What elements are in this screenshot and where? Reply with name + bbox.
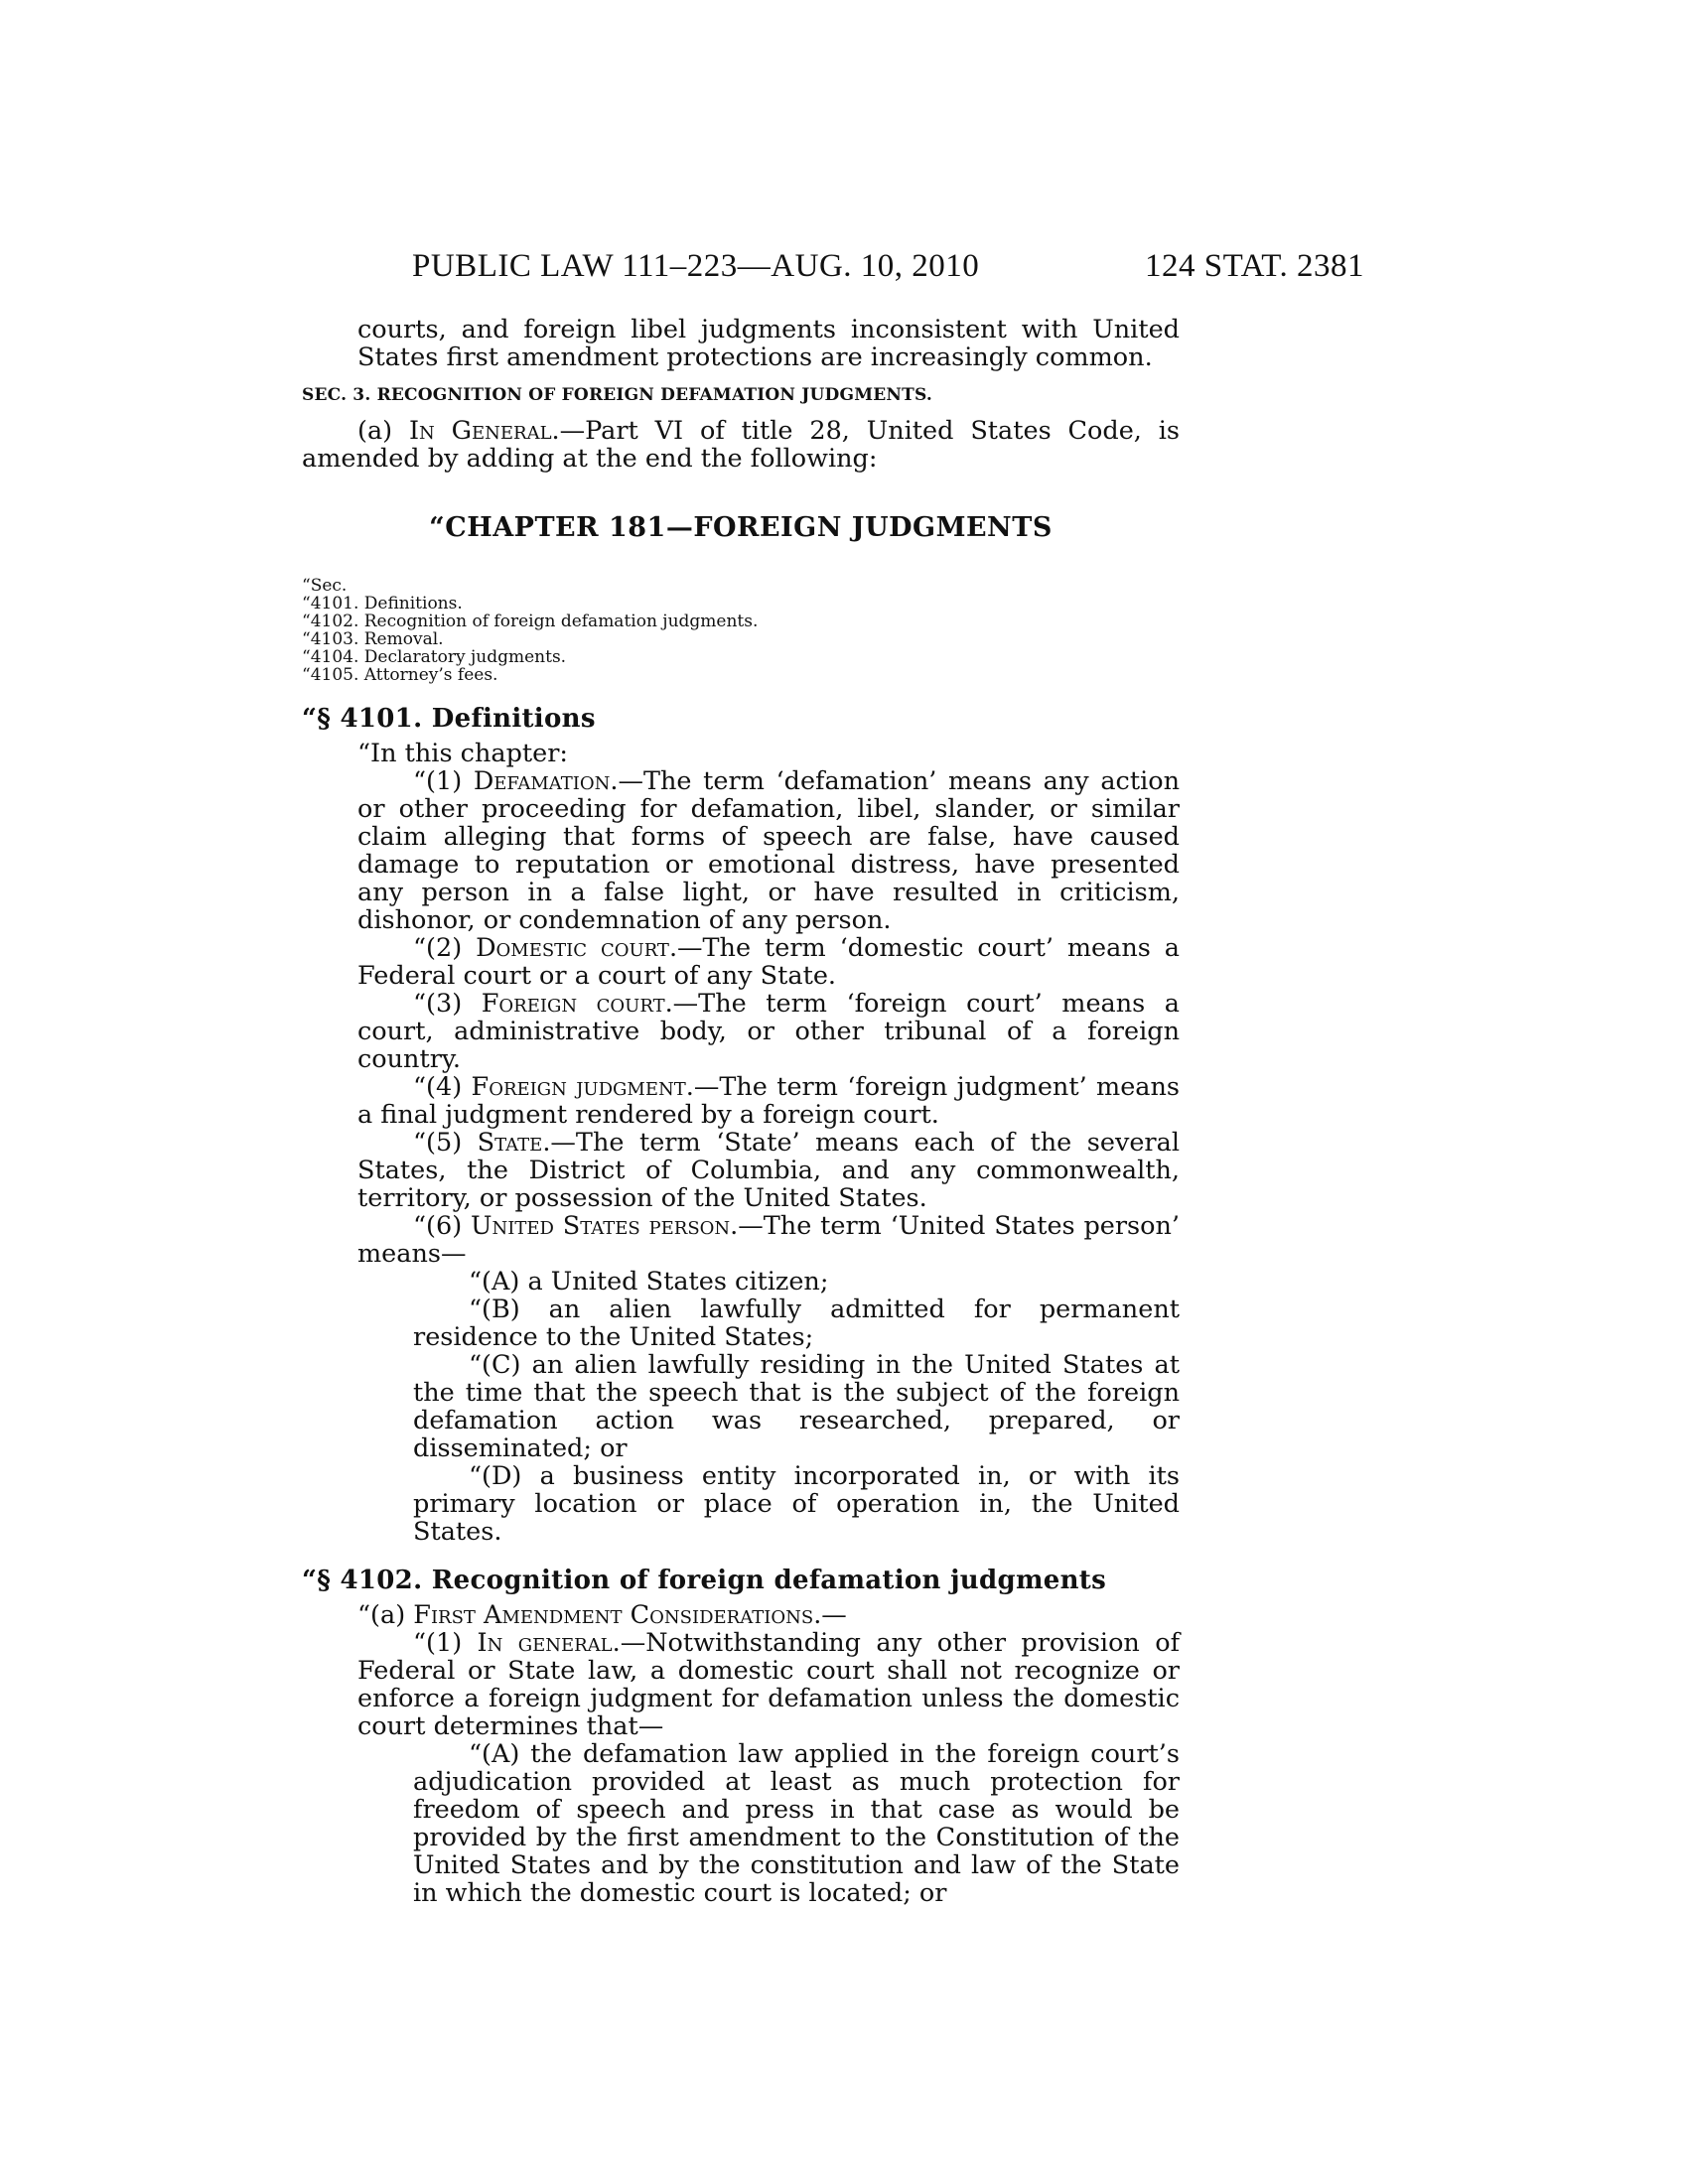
- definition-label: United States person: [470, 1211, 731, 1241]
- section-4102a1-paragraph: “(1) In general.—Notwithstanding any other provision of Federal or State law, a domestic court shall not recognize or enforce a foreign judgment for defamation unless the domestic court determines that—: [357, 1628, 1181, 1741]
- definition-label: State: [477, 1128, 543, 1158]
- definition-label: Domestic court: [476, 933, 669, 963]
- toc-item: “4102. Recognition of foreign defamation judgments.: [302, 612, 759, 631]
- definition-foreign-judgment: “(4) Foreign judgment.—The term ‘foreign judgment’ means a final judgment rendered by a foreign court.: [357, 1072, 1181, 1130]
- section-3-heading: SEC. 3. RECOGNITION OF FOREIGN DEFAMATION JUDGMENTS.: [302, 385, 932, 405]
- definition-domestic-court: “(2) Domestic court.—The term ‘domestic court’ means a Federal court or a court of any State.: [357, 933, 1180, 991]
- subparagraph-a: “(A) a United States citizen;: [469, 1267, 829, 1297]
- paragraph-label: In general: [477, 1628, 613, 1658]
- definition-label: Foreign judgment: [471, 1072, 686, 1102]
- section-4102-title: “§ 4102. Recognition of foreign defamation judgments: [302, 1566, 1107, 1595]
- toc-item: “4103. Removal.: [302, 629, 444, 649]
- intro-continuation: courts, and foreign libel judgments inconsistent with United States first amendment protections are increasingly common.: [357, 315, 1180, 372]
- definition-foreign-court: “(3) Foreign court.—The term ‘foreign court’ means a court, administrative body, or other tribunal of a foreign country.: [357, 989, 1180, 1074]
- definition-label: Foreign court: [481, 989, 665, 1019]
- toc-item: “4105. Attorney’s fees.: [302, 665, 498, 685]
- section-4102a-heading: “(a) First Amendment Considerations.—: [357, 1600, 847, 1630]
- subparagraph-c: “(C) an alien lawfully residing in the United States at the time that the speech that is the subject of the foreign defamation action was researched, prepared, or disseminated; or: [413, 1350, 1180, 1463]
- subparagraph-b: “(B) an alien lawfully admitted for permanent residence to the United States;: [413, 1295, 1180, 1352]
- subparagraph-d: “(D) a business entity incorporated in, or with its primary location or place of operation in, the United States.: [413, 1461, 1180, 1547]
- definition-label: Defamation: [473, 766, 611, 796]
- running-title: PUBLIC LAW 111–223—AUG. 10, 2010: [412, 248, 980, 284]
- section-4101-lead: “In this chapter:: [357, 739, 569, 768]
- definition-united-states-person: “(6) United States person.—The term ‘United States person’ means—: [357, 1211, 1181, 1269]
- definition-state: “(5) State.—The term ‘State’ means each of the several States, the District of Columbia, and any commonwealth, territory, or possession of the United States.: [357, 1128, 1180, 1213]
- chapter-table-of-contents: [302, 577, 1180, 684]
- toc-label: “Sec.: [302, 576, 348, 596]
- definition-defamation: “(1) Defamation.—The term ‘defamation’ means any action or other proceeding for defamation, libel, slander, or similar claim alleging that forms of speech are false, have caused damage to reputation or emotional distress, have presented any person in a false light, or have resulted in criticism, dishonor, or condemnation of any person.: [357, 766, 1180, 935]
- section-4102a1A-subparagraph: “(A) the defamation law applied in the foreign court’s adjudication provided at least as much protection for freedom of speech and press in that case as would be provided by the first amendment to the Constitution of the United States and by the constitution and law of the State in which the domestic court is located; or: [413, 1739, 1180, 1908]
- toc-item: “4101. Definitions.: [302, 594, 463, 614]
- subsection-label: First Amendment Considerations: [413, 1600, 814, 1630]
- page-header: [0, 248, 1688, 298]
- section-3a-label: In General: [408, 416, 552, 446]
- toc-item: “4104. Declaratory judgments.: [302, 647, 567, 667]
- statute-page-number: 124 STAT. 2381: [1144, 248, 1364, 284]
- chapter-title: “CHAPTER 181—FOREIGN JUDGMENTS: [429, 512, 1053, 543]
- page-body: [302, 316, 1180, 1907]
- section-3a-paragraph: (a) In General.—Part VI of title 28, United States Code, is amended by adding at the end the following:: [302, 416, 1180, 474]
- section-4101-title: “§ 4101. Definitions: [302, 704, 596, 734]
